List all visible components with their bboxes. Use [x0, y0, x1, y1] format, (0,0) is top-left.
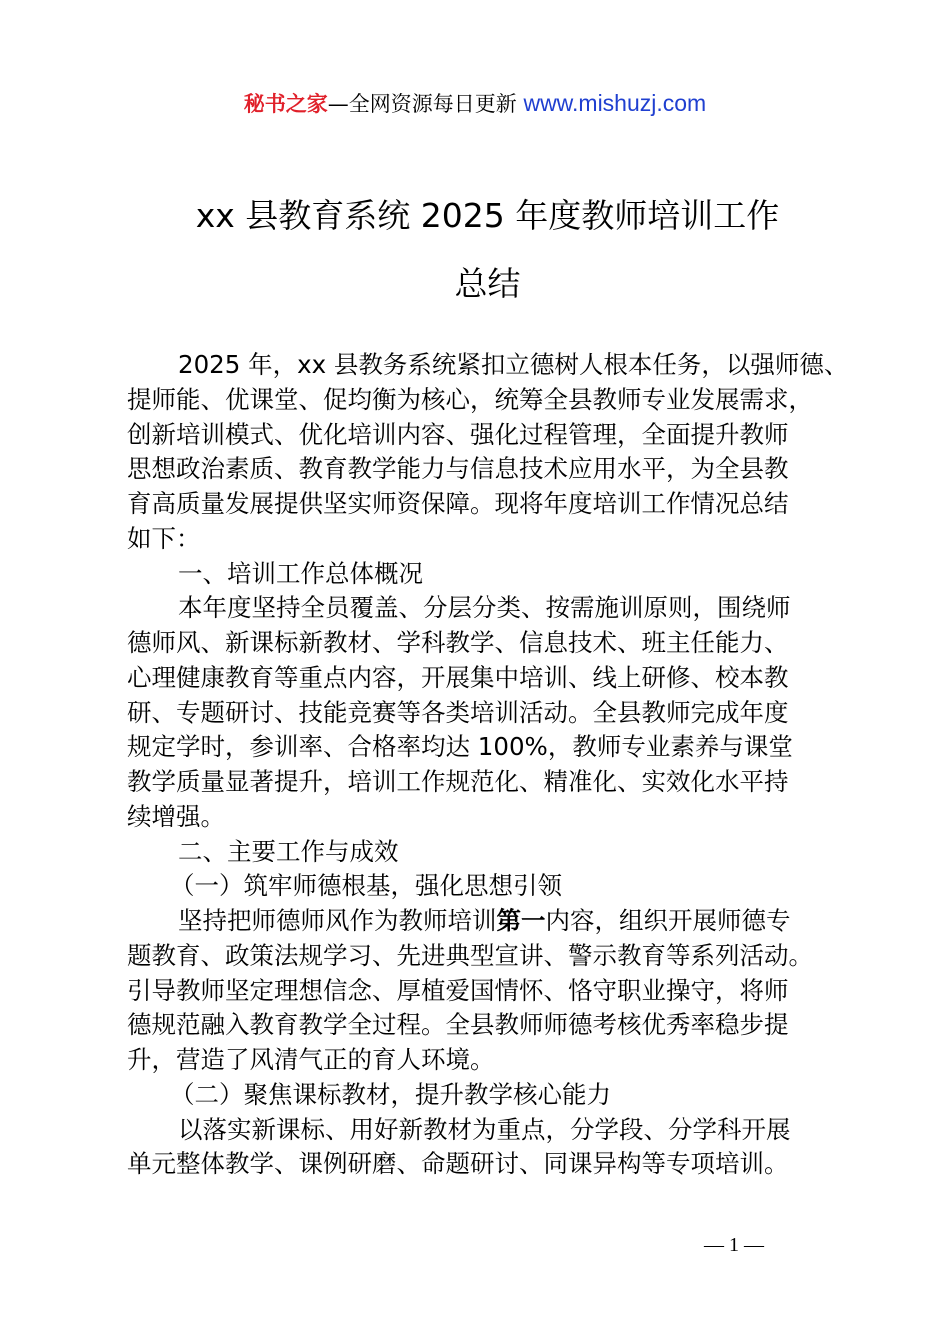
body-text-line: 引导教师坚定理想信念、厚植爱国情怀、恪守职业操守，将师	[127, 975, 789, 1005]
body-text-line: 以落实新课标、用好新教材为重点，分学段、分学科开展	[178, 1114, 791, 1144]
page-number: — 1 —	[704, 1234, 764, 1256]
site-url-link[interactable]: www.mishuzj.com	[523, 90, 707, 116]
body-text: 内容，组织开展师德专	[545, 906, 791, 935]
body-text-line: 本年度坚持全员覆盖、分层分类、按需施训原则，围绕师	[178, 593, 791, 623]
body-text-line	[178, 904, 791, 938]
bold-text: 第一	[496, 906, 546, 935]
body-text-line: 研、专题研讨、技能竞赛等各类培训活动。全县教师完成年度	[127, 697, 789, 727]
body-text-line: 德规范融入教育教学全过程。全县教师师德考核优秀率稳步提	[127, 1010, 789, 1040]
document-title-line-2: 总结	[454, 264, 521, 303]
body-text-line: 升，营造了风清气正的育人环境。	[127, 1045, 495, 1074]
body-text-line: 育高质量发展提供坚实师资保障。现将年度培训工作情况总结	[127, 489, 789, 518]
subsection-heading: （一）筑牢师德根基，强化思想引领	[170, 871, 562, 901]
section-heading: 二、主要工作与成效	[178, 836, 399, 866]
document-title-line-1: xx 县教育系统 2025 年度教师培训工作	[195, 196, 780, 235]
body-text-line: 教学质量显著提升，培训工作规范化、精准化、实效化水平持	[127, 767, 789, 796]
header-tagline: —全网资源每日更新	[327, 92, 524, 116]
body-text-line: 心理健康教育等重点内容，开展集中培训、线上研修、校本教	[127, 662, 789, 692]
body-text-line: 思想政治素质、教育教学能力与信息技术应用水平，为全县教	[127, 454, 789, 484]
body-text-line: 如下：	[127, 523, 201, 553]
site-header	[0, 88, 950, 118]
body-text-line: 德师风、新课标新教材、学科教学、信息技术、班主任能力、	[127, 628, 789, 657]
body-text-line: 续增强。	[127, 801, 225, 831]
body-text-line: 提师能、优课堂、促均衡为核心，统筹全县教师专业发展需求，	[127, 384, 813, 414]
section-heading: 一、培训工作总体概况	[178, 558, 423, 588]
body-text-line: 单元整体教学、课例研磨、命题研讨、同课异构等专项培训。	[127, 1149, 789, 1179]
body-text: 坚持把师德师风作为教师培训	[178, 906, 497, 935]
subsection-heading: （二）聚焦课标教材，提升教学核心能力	[170, 1079, 611, 1109]
body-text-line: 2025 年，xx 县教务系统紧扣立德树人根本任务，以强师德、	[178, 350, 849, 379]
body-text-line: 创新培训模式、优化培训内容、强化过程管理，全面提升教师	[127, 419, 789, 449]
body-text-line: 规定学时，参训率、合格率均达 100%，教师专业素养与课堂	[127, 732, 793, 762]
brand-name: 秘书之家	[243, 92, 328, 116]
body-text-line: 题教育、政策法规学习、先进典型宣讲、警示教育等系列活动。	[127, 940, 813, 970]
